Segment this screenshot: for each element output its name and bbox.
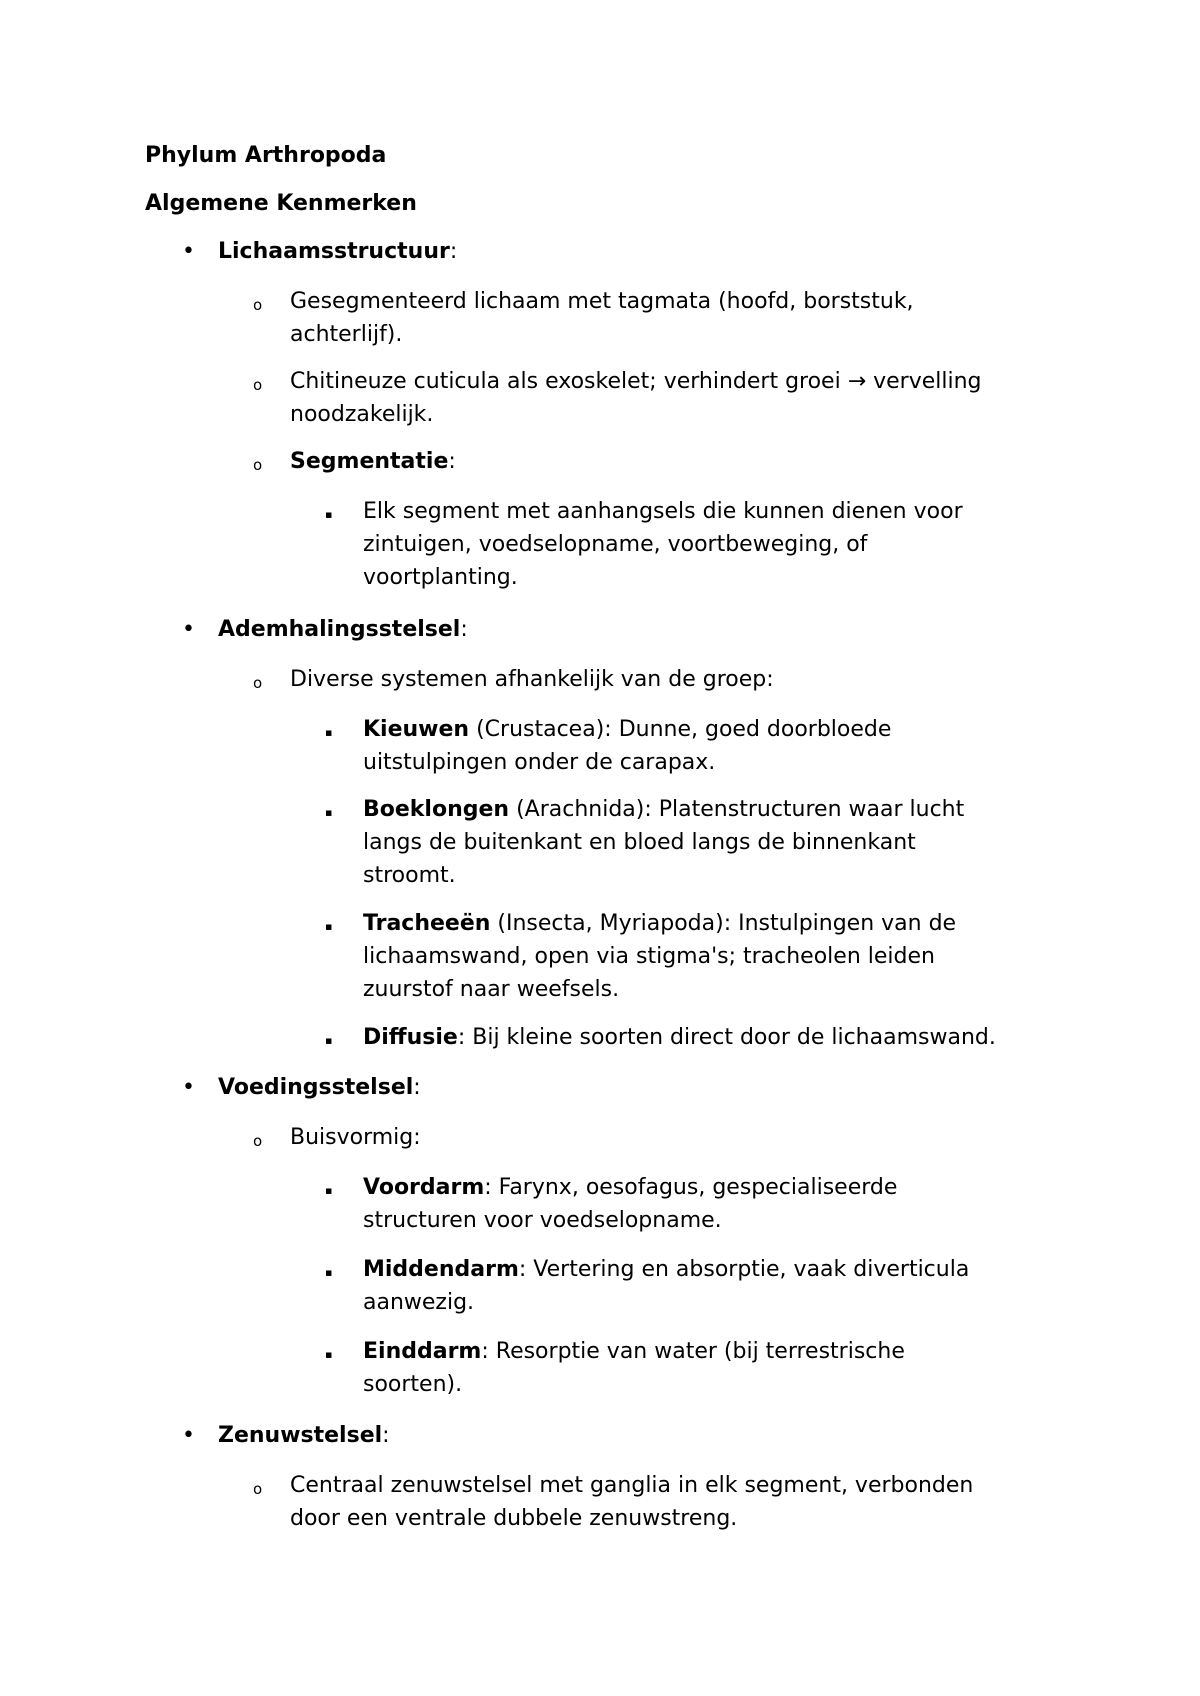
bullet-level2: o <box>253 376 263 394</box>
term-label: Lichaamsstructuur <box>218 239 450 264</box>
list-item-diffusie: Diffusie: Bij kleine soorten direct door de lichaamswand. <box>363 1025 996 1050</box>
bullet-level3: ▪ <box>325 1266 333 1279</box>
term-label: Zenuwstelsel <box>218 1423 383 1448</box>
list-item-voordarm: Voordarm: Farynx, oesofagus, gespecialiseerde <box>363 1175 898 1200</box>
term-label: Tracheeën <box>363 911 491 936</box>
bullet-level3: ▪ <box>325 1348 333 1361</box>
term-label: Ademhalingsstelsel <box>218 617 461 642</box>
list-item-text: Elk segment met aanhangsels die kunnen dienen voor <box>363 499 963 524</box>
list-item-text: lichaamswand, open via stigma's; tracheolen leiden <box>363 944 935 969</box>
list-item-einddarm: Einddarm: Resorptie van water (bij terrestrische <box>363 1339 905 1364</box>
list-item-kieuwen: Kieuwen (Crustacea): Dunne, goed doorbloede <box>363 717 892 742</box>
bullet-level3: ▪ <box>325 508 333 521</box>
list-item-text: zintuigen, voedselopname, voortbeweging, of <box>363 532 868 557</box>
list-item-text: soorten). <box>363 1372 463 1397</box>
list-item-text: structuren voor voedselopname. <box>363 1208 722 1233</box>
bullet-level3: ▪ <box>325 1034 333 1047</box>
list-item-text: Centraal zenuwstelsel met ganglia in elk segment, verbonden <box>290 1473 974 1498</box>
list-item-text: Buisvormig: <box>290 1125 421 1150</box>
bullet-level1: • <box>182 617 195 642</box>
list-item-segmentatie: Segmentatie: <box>290 449 456 474</box>
list-item-ademhalingsstelsel: Ademhalingsstelsel: <box>218 617 468 642</box>
term-label: Einddarm <box>363 1339 482 1364</box>
list-item-lichaamsstructuur: Lichaamsstructuur: <box>218 239 458 264</box>
bullet-level2: o <box>253 674 263 692</box>
bullet-level2: o <box>253 1480 263 1498</box>
list-item-zenuwstelsel: Zenuwstelsel: <box>218 1423 390 1448</box>
list-item-tracheeen: Tracheeën (Insecta, Myriapoda): Instulpingen van de <box>363 911 957 936</box>
bullet-level2: o <box>253 1132 263 1150</box>
term-label: Diffusie <box>363 1025 458 1050</box>
list-item-voedingsstelsel: Voedingsstelsel: <box>218 1075 421 1100</box>
term-label: Middendarm <box>363 1257 519 1282</box>
term-label: Segmentatie <box>290 449 449 474</box>
term-label: Voedingsstelsel <box>218 1075 414 1100</box>
bullet-level2: o <box>253 296 263 314</box>
bullet-level1: • <box>182 239 195 264</box>
list-item-text: Chitineuze cuticula als exoskelet; verhindert groei → vervelling <box>290 369 982 394</box>
list-item-text: Gesegmenteerd lichaam met tagmata (hoofd, borststuk, <box>290 289 914 314</box>
list-item-text: stroomt. <box>363 863 456 888</box>
term-label: Kieuwen <box>363 717 470 742</box>
term-label: Boeklongen <box>363 797 510 822</box>
list-item-text: door een ventrale dubbele zenuwstreng. <box>290 1506 738 1531</box>
list-item-text: uitstulpingen onder de carapax. <box>363 750 716 775</box>
list-item-text: achterlijf). <box>290 322 403 347</box>
list-item-text: voortplanting. <box>363 565 518 590</box>
bullet-level3: ▪ <box>325 806 333 819</box>
bullet-level3: ▪ <box>325 1184 333 1197</box>
bullet-level3: ▪ <box>325 920 333 933</box>
bullet-level1: • <box>182 1075 195 1100</box>
list-item-text: Diverse systemen afhankelijk van de groep: <box>290 667 774 692</box>
list-item-middendarm: Middendarm: Vertering en absorptie, vaak diverticula <box>363 1257 970 1282</box>
list-item-text: noodzakelijk. <box>290 402 434 427</box>
bullet-level2: o <box>253 456 263 474</box>
bullet-level3: ▪ <box>325 726 333 739</box>
term-label: Voordarm <box>363 1175 485 1200</box>
section-heading: Algemene Kenmerken <box>145 191 417 216</box>
list-item-text: langs de buitenkant en bloed langs de binnenkant <box>363 830 916 855</box>
bullet-level1: • <box>182 1423 195 1448</box>
document-title: Phylum Arthropoda <box>145 143 387 168</box>
list-item-text: zuurstof naar weefsels. <box>363 977 620 1002</box>
list-item-text: aanwezig. <box>363 1290 475 1315</box>
list-item-boeklongen: Boeklongen (Arachnida): Platenstructuren waar lucht <box>363 797 965 822</box>
